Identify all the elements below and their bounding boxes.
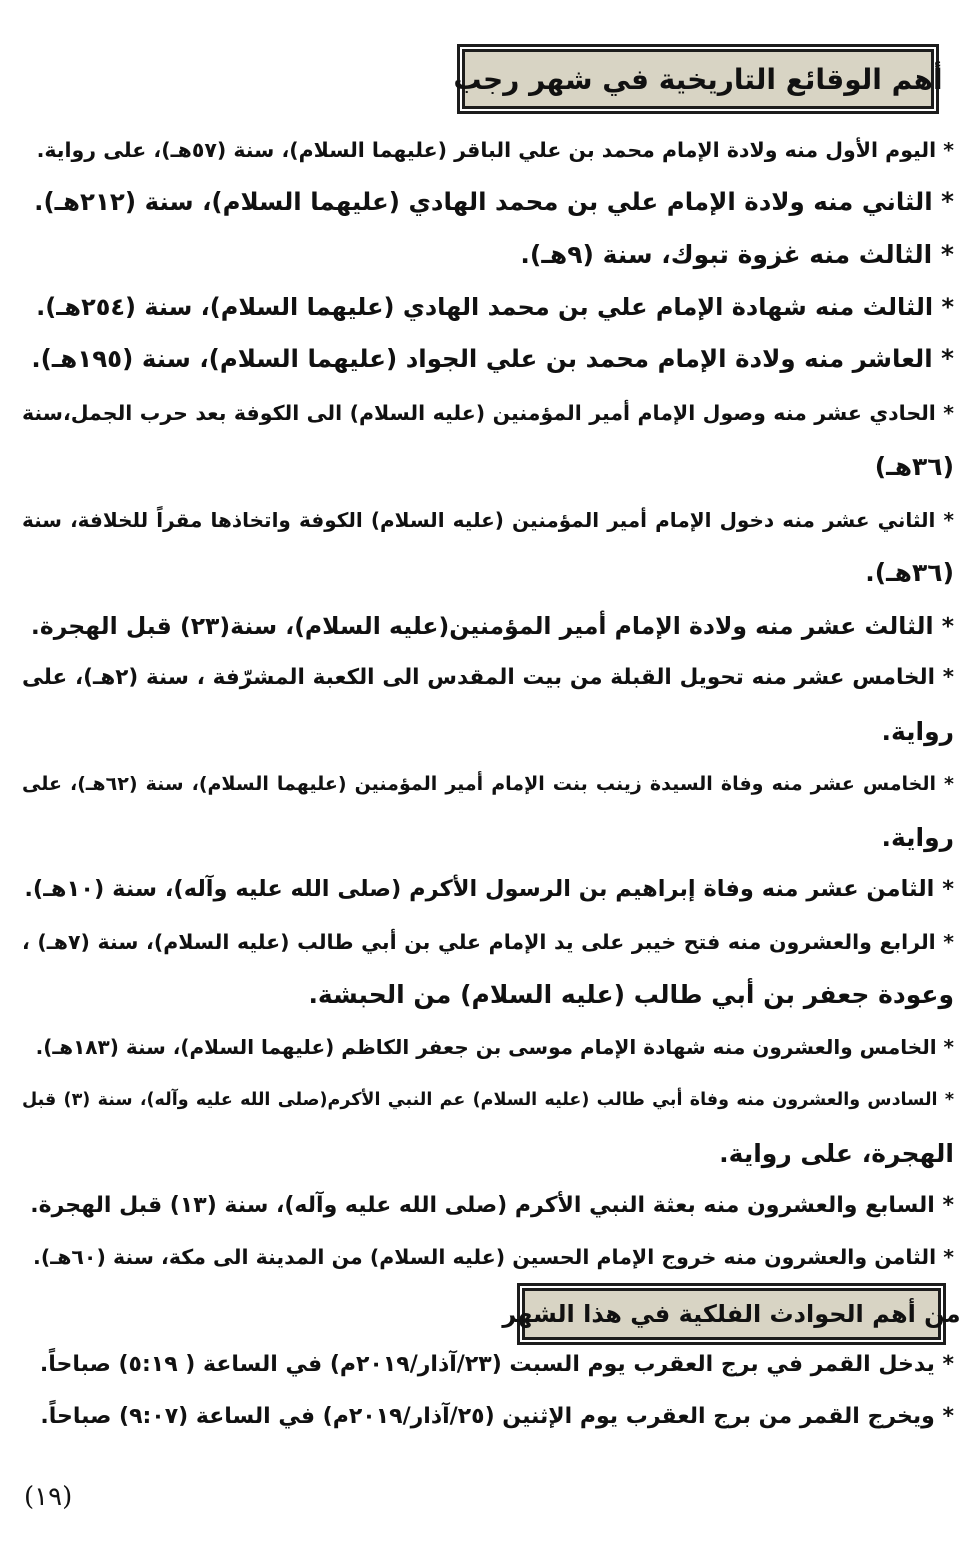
page-number: (١٩) xyxy=(24,1482,73,1512)
event-line: * الثالث منه غزوة تبوك، سنة (٩هـ). xyxy=(520,240,954,269)
event-line: * الثالث عشر منه ولادة الإمام أمير المؤمنين(عليه السلام)، سنة(٢٣) قبل الهجرة. xyxy=(30,612,954,640)
title-box-inner xyxy=(453,49,943,109)
astro-line: * ويخرج القمر من برج العقرب يوم الإثنين (٢٥/آذار/٢٠١٩م) في الساعة (٩:٠٧) صباحاً. xyxy=(40,1404,954,1429)
event-line: * الثامن والعشرون منه خروج الإمام الحسين (عليه السلام) من المدينة الى مكة، سنة (٦٠هـ). xyxy=(33,1245,954,1269)
event-line-cont: رواية. xyxy=(881,823,954,852)
event-line: * العاشر منه ولادة الإمام محمد بن علي الجواد (عليهما السلام)، سنة (١٩٥هـ). xyxy=(31,344,954,373)
event-line: * الثاني عشر منه دخول الإمام أمير المؤمنين (عليه السلام) الكوفة واتخاذها مقراً للخلافة، سنة xyxy=(22,508,954,532)
event-line: * الحادي عشر منه وصول الإمام أمير المؤمنين (عليه السلام) الى الكوفة بعد حرب الجمل،سنة xyxy=(22,401,954,425)
event-line: * الخامس عشر منه تحويل القبلة من بيت المقدس الى الكعبة المشرّفة ، سنة (٢هـ)، على xyxy=(22,665,955,690)
section-title: أهم الوقائع التاريخية في شهر رجب xyxy=(453,62,943,96)
astro-line: * يدخل القمر في برج العقرب يوم السبت (٢٣/آذار/٢٠١٩م) في الساعة ( ٥:١٩) صباحاً. xyxy=(39,1352,954,1377)
title-box-inner xyxy=(502,1288,961,1340)
event-line: * الخامس عشر منه وفاة السيدة زينب بنت الإمام أمير المؤمنين (عليهما السلام)، سنة (٦٢هـ)، على xyxy=(22,773,954,795)
section-title: من أهم الحوادث الفلكية في هذا الشهر xyxy=(502,1300,961,1328)
event-line-cont: (٣٦هـ). xyxy=(865,558,954,587)
event-line-cont: الهجرة، على رواية. xyxy=(719,1139,954,1168)
event-line-cont: وعودة جعفر بن أبي طالب (عليه السلام) من الحبشة. xyxy=(308,980,954,1009)
section-title-box-rajab-events xyxy=(453,44,943,114)
section-title-box-astronomical-events xyxy=(502,1283,961,1345)
event-line: * الثالث منه شهادة الإمام علي بن محمد الهادي (عليهما السلام)، سنة (٢٥٤هـ). xyxy=(36,293,954,321)
event-line-cont: رواية. xyxy=(881,717,954,746)
event-line: * الثاني منه ولادة الإمام علي بن محمد الهادي (عليهما السلام)، سنة (٢١٢هـ). xyxy=(34,187,954,216)
event-line: * الخامس والعشرون منه شهادة الإمام موسى بن جعفر الكاظم (عليهما السلام)، سنة (١٨٣هـ). xyxy=(35,1035,954,1059)
event-line: * الثامن عشر منه وفاة إبراهيم بن الرسول الأكرم (صلى الله عليه وآله)، سنة (١٠هـ). xyxy=(24,876,954,902)
event-line: * الرابع والعشرون منه فتح خيبر على يد الإمام علي بن أبي طالب (عليه السلام)، سنة (٧هـ) ، xyxy=(22,930,954,954)
event-line: * السابع والعشرون منه بعثة النبي الأكرم (صلى الله عليه وآله)، سنة (١٣) قبل الهجرة. xyxy=(30,1193,954,1218)
event-line: * اليوم الأول منه ولادة الإمام محمد بن علي الباقر (عليهما السلام)، سنة (٥٧هـ)، على رواية. xyxy=(36,138,954,162)
event-line: * السادس والعشرون منه وفاة أبي طالب (عليه السلام) عم النبي الأكرم(صلى الله عليه وآله)، سنة (٣) قبل xyxy=(22,1090,954,1110)
event-line-cont: (٣٦هـ) xyxy=(874,452,954,481)
